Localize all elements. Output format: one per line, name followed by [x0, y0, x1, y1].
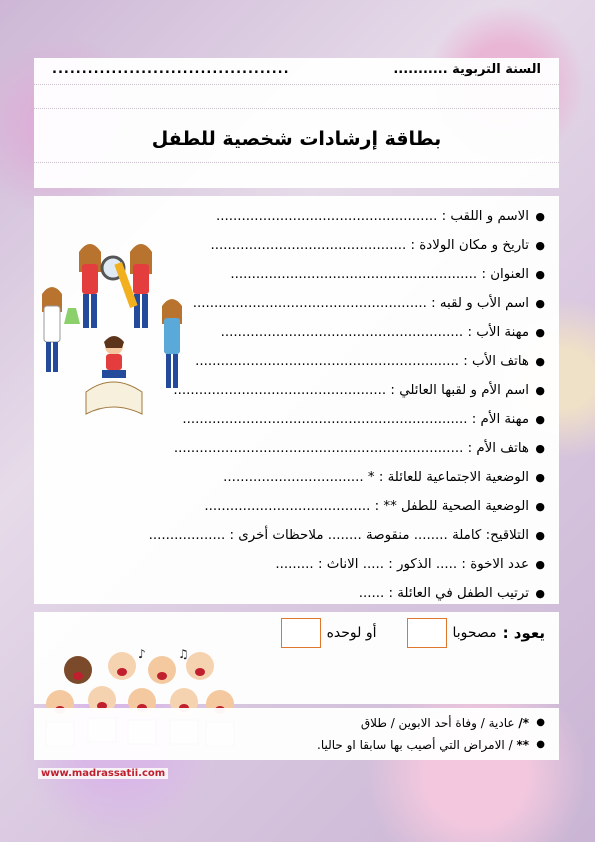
bullet-icon: ● [535, 529, 545, 542]
field-address[interactable]: ● العنوان : .......................................................... [105, 260, 545, 289]
divider [34, 162, 559, 163]
alone-checkbox[interactable] [281, 618, 321, 648]
bullet-icon: ● [536, 717, 545, 728]
field-birth[interactable]: ● تاريخ و مكان الولادة : .............................................. [105, 231, 545, 260]
bullet-icon: ● [535, 326, 545, 339]
bullet-icon: ● [535, 384, 545, 397]
field-mother-job[interactable]: ● مهنة الأم : ................................................................... [105, 405, 545, 434]
header-panel [34, 58, 559, 188]
blank-dotted-field: ........................................ [52, 62, 290, 77]
divider [34, 84, 559, 85]
bullet-icon: ● [535, 558, 545, 571]
return-options [275, 618, 545, 648]
bullet-icon: ● [535, 500, 545, 513]
bullet-icon: ● [535, 587, 545, 600]
page-title: بطاقة إرشادات شخصية للطفل [151, 128, 442, 150]
return-label: يعود : [502, 624, 545, 642]
field-father-name[interactable]: ● اسم الأب و لقبه : ....................................................... [105, 289, 545, 318]
notes-list [317, 712, 545, 756]
bullet-icon: ● [535, 442, 545, 455]
field-mother-name[interactable]: ● اسم الأم و لقبها العائلي : .................................................. [105, 376, 545, 405]
bullet-icon: ● [535, 413, 545, 426]
note-item: ● ** / الامراض التي أصيب بها سابقا او حاليا. [317, 734, 545, 756]
fields-panel [34, 196, 559, 604]
field-vaccines[interactable]: ● التلاقيح: كاملة ........ منقوصة ........ ملاحظات أخرى : .................. [105, 521, 545, 550]
info-fields-list [105, 202, 545, 608]
divider [34, 108, 559, 109]
svg-text:♪: ♪ [138, 648, 146, 661]
accompanied-label: مصحوبا [452, 625, 497, 641]
bullet-icon: ● [535, 268, 545, 281]
bullet-icon: ● [535, 297, 545, 310]
bullet-icon: ● [535, 355, 545, 368]
field-birth-order[interactable]: ● ترتيب الطفل في العائلة : ...... [105, 579, 545, 608]
field-father-job[interactable]: ● مهنة الأب : ......................................................... [105, 318, 545, 347]
field-siblings[interactable]: ● عدد الاخوة : ..... الذكور : ..... الاناث : ......... [105, 550, 545, 579]
school-year-label: السنة التربوية ........... [393, 62, 541, 77]
website-link[interactable]: www.madrassatii.com [38, 768, 168, 779]
svg-text:♫: ♫ [178, 648, 189, 661]
bullet-icon: ● [536, 739, 545, 750]
note-item: ● */ عادية / وفاة أحد الابوين / طلاق [317, 712, 545, 734]
bullet-icon: ● [535, 239, 545, 252]
field-mother-phone[interactable]: ● هاتف الأم : .................................................................... [105, 434, 545, 463]
field-family-status[interactable]: ● الوضعية الاجتماعية للعائلة : * ................................. [105, 463, 545, 492]
alone-label: أو لوحده [326, 625, 377, 641]
bullet-icon: ● [535, 210, 545, 223]
accompanied-checkbox[interactable] [407, 618, 447, 648]
field-father-phone[interactable]: ● هاتف الأب : .............................................................. [105, 347, 545, 376]
return-panel [34, 612, 559, 704]
field-health-status[interactable]: ● الوضعية الصحية للطفل ** : ....................................... [105, 492, 545, 521]
field-name[interactable]: ● الاسم و اللقب : .................................................... [105, 202, 545, 231]
bullet-icon: ● [535, 471, 545, 484]
notes-panel [34, 708, 559, 760]
